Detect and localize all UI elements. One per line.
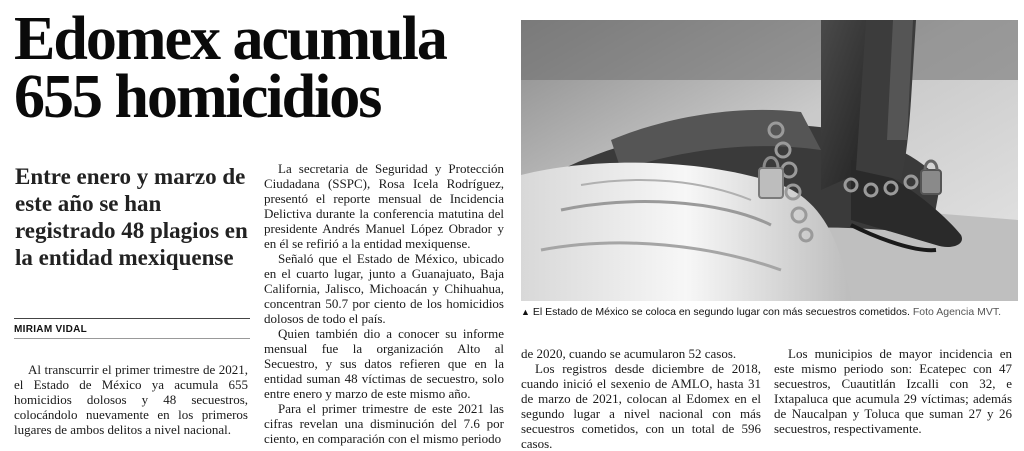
byline-rule-top [14,318,250,319]
byline-rule-bottom [14,338,250,339]
paragraph: Quien también dio a conocer su informe mensual fue la organización Alto al Secuestro, y sus datos refieren que en la entidad suman 48 víctimas de secuestro, solo entre enero y marzo de este mismo año. [264,326,504,401]
triangle-up-icon: ▲ [521,307,530,317]
article-column-2 [264,161,504,446]
article-column-3 [521,346,761,451]
article-column-1 [14,362,248,437]
caption-text: El Estado de México se coloca en segundo lugar con más secuestros cometidos. [532,306,910,318]
paragraph: Señaló que el Estado de México, ubicado en el cuarto lugar, junto a Guanajuato, Baja California, Jalisco, Michoacán y Chihuahua, concentran 50.7 por ciento de los homicidios dolosos de todo el país. [264,251,504,326]
article-column-4 [774,346,1012,436]
headline: Edomex acumula 655 homicidios [14,5,446,131]
photo-caption [521,305,1018,319]
paragraph: Los municipios de mayor incidencia en este mismo periodo son: Ecatepec con 47 secuestros, Cuautitlán Izcalli con 32, e Ixtapaluca que acumula 29 víctimas; además de Naucalpan y Toluca que suman 27 y 26 secuestros, respectivamente. [774,346,1012,436]
news-photo [521,20,1018,301]
paragraph: La secretaria de Seguridad y Protección Ciudadana (SSPC), Rosa Icela Rodríguez, presentó el reporte mensual de Incidencia Delictiva durante la conferencia matutina del presidente Andrés Manuel López Obrador y en él se refirió a la entidad mexiquense. [264,161,504,251]
paragraph: Los registros desde diciembre de 2018, cuando inició el sexenio de AMLO, hasta 31 de marzo de 2021, colocan al Edomex en el segundo lugar a nivel nacional con más secuestros cometidos, con un total de 596 casos. [521,361,761,451]
paragraph: de 2020, cuando se acumularon 52 casos. [521,346,737,361]
paragraph: Para el primer trimestre de este 2021 las cifras revelan una disminución del 7.6 por ciento, en comparación con el mismo periodo [264,401,504,446]
photo-credit: Foto Agencia MVT. [912,306,1002,318]
byline: MIRIAM VIDAL [14,324,88,335]
paragraph: Al transcurrir el primer trimestre de 2021, el Estado de México ya acumula 655 homicidios dolosos y 48 secuestros, colocándolo nuevamente en los primeros lugares de ambos delitos a nivel nacional. [14,362,248,437]
photo-illustration [521,20,1018,301]
deck-subheadline: Entre enero y marzo de este año se han registrado 48 plagios en la entidad mexiquense [15,164,248,270]
